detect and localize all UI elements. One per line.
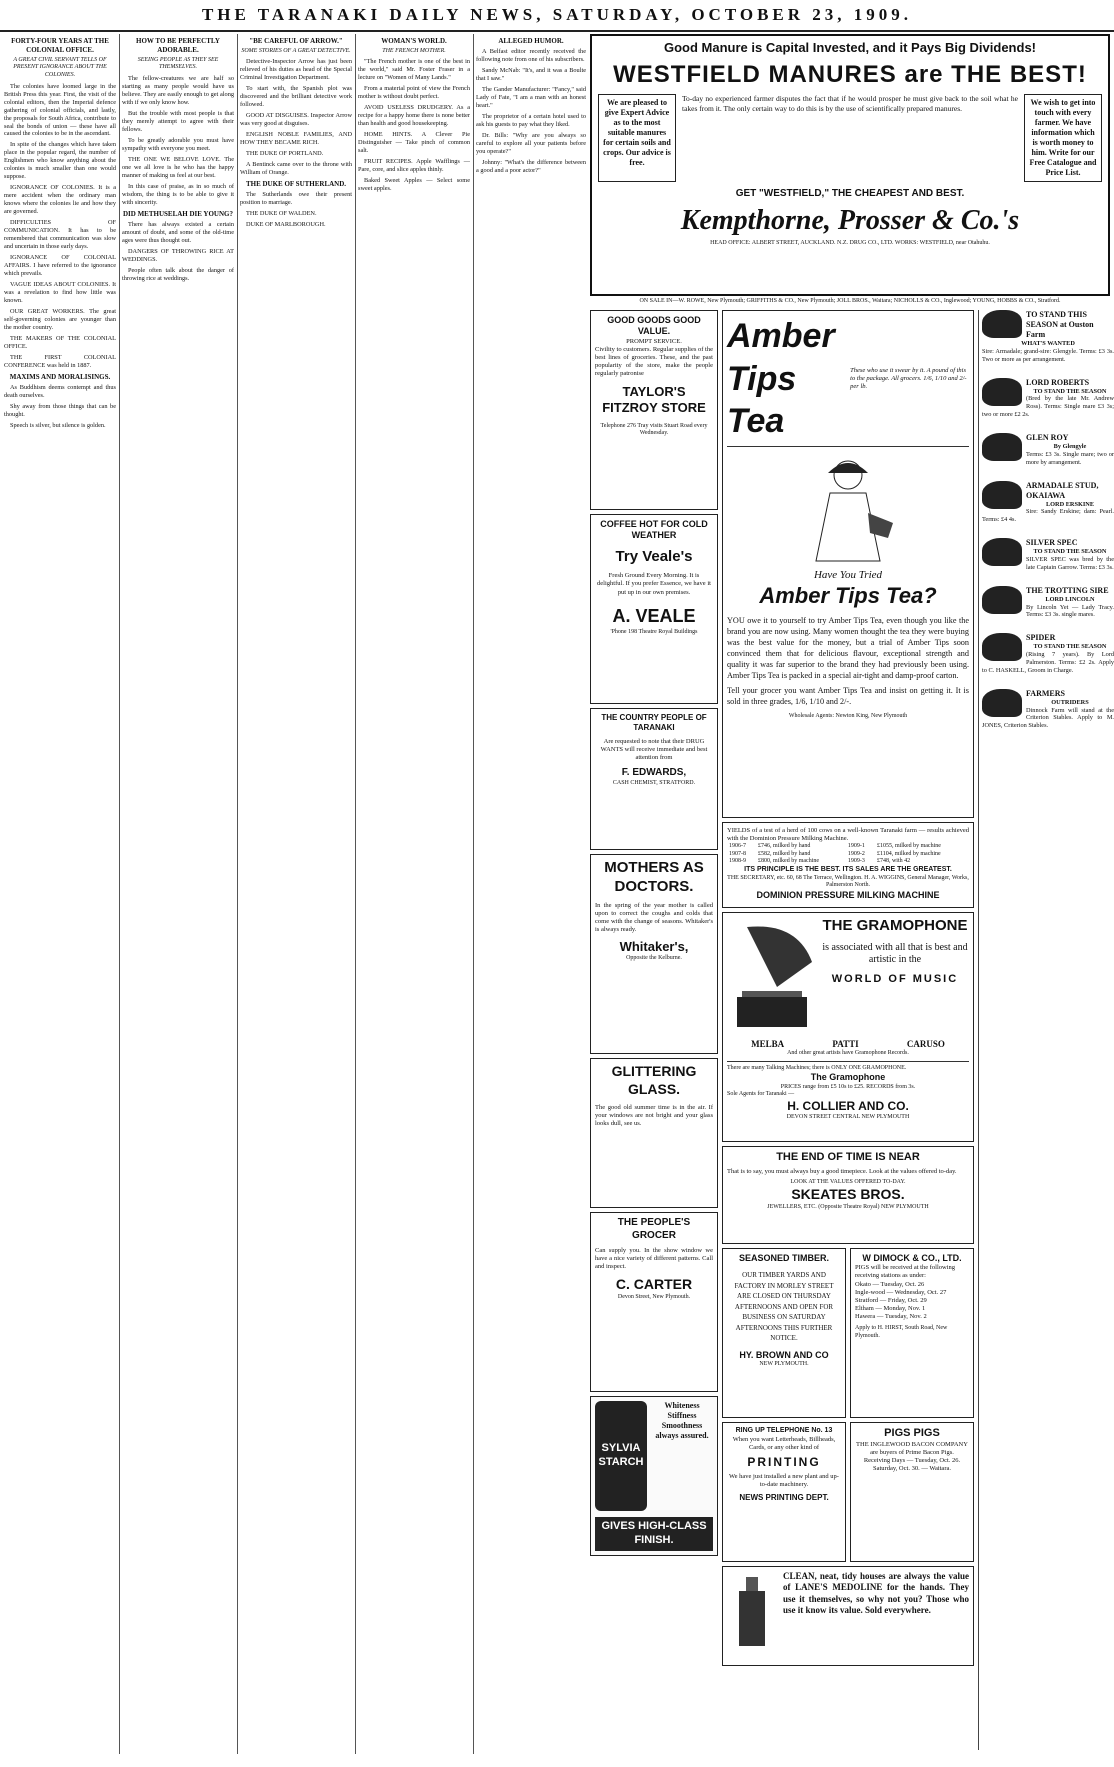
article-paragraph: A Belfast editor recently received the following note from one of his subscribers. <box>476 47 586 63</box>
goods-line-1: PROMPT SERVICE. <box>626 337 682 345</box>
column-3 <box>240 34 352 1764</box>
horse-icon <box>982 378 1022 406</box>
mothers-text: In the spring of the year mother is called upon to correct the coughs and colds that come with the change of seasons. Whitaker's is always ready. <box>595 901 713 933</box>
article-paragraph: From a material point of view the French mother is without doubt perfect. <box>358 85 470 101</box>
stud-notice <box>982 538 1114 572</box>
endtime-addr: JEWELLERS, ETC. (Opposite Theatre Royal) NEW PLYMOUTH <box>767 1203 929 1210</box>
stud-name: TO STAND THIS SEASON at Ouston Farm <box>1026 310 1094 339</box>
goods-store: TAYLOR'S FITZROY STORE <box>602 384 706 416</box>
table-cell: £1104, milked by machine <box>876 850 941 857</box>
dominion-principle: ITS PRINCIPLE IS THE BEST. ITS SALES ARE THE GREATEST. <box>744 865 952 873</box>
article-paragraph: To start with, the Spanish plot was discovered and the brilliant detective work followed. <box>240 85 352 109</box>
gramophone-title: THE GRAMOPHONE <box>822 917 968 934</box>
amber-note: These who use it swear by it. A pound of this to the package. All grocers. 1/6, 1/10 and 2/- per lb. <box>850 366 967 390</box>
table-row <box>727 858 969 866</box>
article-paragraph: The fellow-creatures we are half so starting as many people would have us believe. They are easily enough to get along with if we only know how. <box>122 74 234 106</box>
gramophone-illustration <box>727 917 817 1037</box>
article-paragraph: There has always existed a certain amount of doubt, and some of the old-time ages were thus thought out. <box>122 220 234 244</box>
gramophone-ad <box>722 912 974 1142</box>
stud-notice <box>982 378 1114 419</box>
stud-title: OUTRIDERS <box>1051 698 1089 706</box>
printing-line-1: When you want Letterheads, Billheads, Cards, or any other kind of <box>732 1435 836 1451</box>
column-4-headings <box>358 37 470 55</box>
singer-name: MELBA <box>751 1039 785 1049</box>
stud-text: Sire: Armadale; grand-sire: Glengyle. Terms: £3 3s. Two or more as per arrangement. <box>982 347 1114 363</box>
drug-title: THE COUNTRY PEOPLE OF TARANAKI <box>601 713 707 732</box>
drug-ad <box>590 708 718 850</box>
divider <box>727 446 969 447</box>
printing-title: RING UP TELEPHONE No. 13 <box>735 1427 833 1434</box>
table-cell: 1907-8 <box>729 850 746 857</box>
woman-pouring-tea-illustration <box>788 453 908 563</box>
gramophone-brand: The Gramophone <box>810 1072 886 1083</box>
sylvia-tag1: Whiteness Stiffness Smoothness always assured. <box>655 1401 709 1440</box>
stud-notice <box>982 633 1114 674</box>
stud-title: By Glengyle <box>1053 443 1087 451</box>
article-paragraph: The Sutherlands owe their present position to marriage. <box>240 191 352 207</box>
horse-icon <box>982 538 1022 566</box>
article-paragraph: DANGERS OF THROWING RICE AT WEDDINGS. <box>122 247 234 263</box>
gramophone-agents: Sole Agents for Taranaki — <box>727 1091 795 1097</box>
article-paragraph: AVOID USELESS DRUDGERY. As a recipe for a happy home there is none better than health and good housekeeping. <box>358 104 470 128</box>
horse-icon <box>982 633 1022 661</box>
pigs-title: PIGS PIGS <box>884 1427 940 1439</box>
westfield-get: GET "WESTFIELD," THE CHEAPEST AND BEST. <box>735 188 965 200</box>
column-rule <box>119 34 120 1754</box>
dominion-ad <box>722 822 974 908</box>
sylvia-tag2: GIVES HIGH-CLASS FINISH. <box>595 1517 713 1551</box>
glass-text: The good old summer time is in the air. If your windows are not bright and your glass looks dull, see us. <box>595 1104 713 1128</box>
column-1-tail-heading: MAXIMS AND MORALISINGS. <box>9 373 111 382</box>
article-paragraph: THE ONE WE BELOVE LOVE. The one we all love is he who has the happy manner of making us feel at our best. <box>122 155 234 179</box>
column-rule <box>355 34 356 1754</box>
westfield-footer: HEAD OFFICE: ALBERT STREET, AUCKLAND. N.Z. DRUG CO., LTD. WORKS: WESTFIELD, near Otahuhu. <box>710 239 990 246</box>
stud-notice <box>982 586 1114 620</box>
article-heading: SEEING PEOPLE AS THEY SEE THEMSELVES. <box>137 56 219 71</box>
stud-title: TO STAND THE SEASON <box>1033 643 1107 651</box>
article-paragraph: Johnny: "What's the difference between a good and a poor actor?" <box>476 158 586 174</box>
goods-line-2: Civility to customers. Regular supplies of the best lines of groceries. These, and the past popularity of the store, make the people regularly patronise <box>595 345 713 377</box>
divider <box>727 1061 969 1062</box>
amber-end: Tell your grocer you want Amber Tips Tea and insist on getting it. It is sold in three grades, 1/6, 1/10 and 2/-. <box>727 686 969 707</box>
column-3-headings <box>240 37 352 55</box>
agents-line: ON SALE IN—W. ROWE, New Plymouth; GRIFFITHS & CO., New Plymouth; JOLL BROS., Waitara; NICHOLLS & CO., Inglewood; YOUNG, HOBBS & CO., Stratford. <box>639 298 1061 304</box>
stud-title: LORD LINCOLN <box>1045 595 1095 603</box>
amber-wholesale: Wholesale Agents: Newton King, New Plymouth <box>788 713 908 720</box>
column-5-paras <box>476 48 586 175</box>
westfield-manures-ad <box>590 34 1110 296</box>
dimock-ad <box>850 1248 974 1418</box>
goods-title: GOOD GOODS GOOD VALUE. <box>607 315 701 337</box>
article-paragraph: HOME HINTS. A Clever Pie Distinguisher — Take pinch of common salt. <box>358 131 470 155</box>
gramophone-small: There are many Talking Machines; there is ONLY ONE GRAMOPHONE. <box>727 1064 907 1071</box>
grocer-name: C. CARTER <box>615 1276 693 1293</box>
article-paragraph: Baked Sweet Apples — Select some sweet apples. <box>358 177 470 193</box>
grocer-addr: Devon Street, New Plymouth. <box>617 1293 691 1300</box>
pigs-line-3: Saturday, Oct. 30. — Waitara. <box>873 1465 951 1473</box>
pigs-line-1: THE INGLEWOOD BACON COMPANY are buyers of Prime Bacon Pigs. <box>856 1440 968 1456</box>
goods-phone: Telephone 276 Tray visits Stuart Road every Wednesday. <box>600 422 708 437</box>
stud-name: SILVER SPEC <box>1026 538 1078 548</box>
endtime-text: That is to say, you must always buy a good timepiece. Look at the values offered to-day. <box>727 1167 957 1175</box>
mothers-title: MOTHERS AS DOCTORS. <box>604 859 704 895</box>
timber-title: SEASONED TIMBER. <box>738 1253 829 1263</box>
article-paragraph: FRUIT RECIPES. Apple Wafflings — Pare, core, and slice apples thinly. <box>358 158 470 174</box>
horse-icon <box>982 689 1022 717</box>
endtime-name: SKEATES BROS. <box>791 1186 905 1203</box>
westfield-company: Kempthorne, Prosser & Co.'s <box>680 204 1020 236</box>
dominion-table <box>727 843 969 866</box>
horse-icon <box>982 310 1022 338</box>
endtime-title: THE END OF TIME IS NEAR <box>776 1151 920 1163</box>
westfield-contact-box: We wish to get into touch with every farmer. We have information which is worth money to him. Write for our Free Catalogue and Price List. <box>1024 94 1102 182</box>
amber-question-2: Amber Tips Tea? <box>759 583 937 609</box>
horse-icon <box>982 586 1022 614</box>
column-5-headings <box>476 37 586 46</box>
masthead: THE TARANAKI DAILY NEWS, SATURDAY, OCTOBER 23, 1909. <box>0 0 1114 32</box>
stud-notice <box>982 481 1114 525</box>
dimock-lines <box>855 1264 969 1321</box>
sylvia-starch-ad <box>590 1396 718 1556</box>
stud-text: SILVER SPEC was bred by the late Captain Garrow. Terms: £3 3s. <box>1026 556 1114 571</box>
grocer-ad <box>590 1212 718 1392</box>
article-paragraph: THE MAKERS OF THE COLONIAL OFFICE. <box>4 335 116 351</box>
article-paragraph: DUKE OF MARLBOROUGH. <box>246 221 326 229</box>
article-heading: A GREAT CIVIL SERVANT TELLS OF PRESENT IGNORANCE ABOUT THE COLONIES. <box>13 56 107 78</box>
column-2-tail-heading: DID METHUSELAH DIE YOUNG? <box>122 209 233 218</box>
endtime-offer: LOOK AT THE VALUES OFFERED TO-DAY. <box>790 1178 906 1185</box>
dimock-line: Ingle-wood — Wednesday, Oct. 27 <box>855 1288 947 1296</box>
dimock-title: W DIMOCK & CO., LTD. <box>862 1253 962 1263</box>
article-paragraph: Detective-Inspector Arrow has just been relieved of his duties as head of the Special Criminal Investigation Department. <box>240 58 352 82</box>
gramophone-prices: PRICES range from £5 10s to £25. RECORDS from 3s. <box>780 1083 916 1090</box>
article-paragraph: The proprietor of a certain hotel used to ask his guests to pay what they liked. <box>476 112 586 128</box>
article-paragraph: GOOD AT DISGUISES. Inspector Arrow was very good at disguises. <box>240 112 352 128</box>
goods-ad <box>590 310 718 510</box>
singer-name: PATTI <box>832 1039 859 1049</box>
column-1-paras <box>4 83 116 370</box>
column-2-headings <box>122 37 234 72</box>
table-cell: 1909-1 <box>847 843 865 850</box>
stud-name: SPIDER <box>1026 633 1056 643</box>
article-heading: HOW TO BE PERFECTLY ADORABLE. <box>136 37 220 54</box>
article-paragraph: IGNORANCE OF COLONIES. It is a mere accident when the ordinary man knows where the colonies lie and how they are governed. <box>4 184 116 216</box>
article-paragraph: In this case of praise, as in so much of wisdom, the thing is to be able to give it with sincerity. <box>122 182 234 206</box>
table-cell: £748, with 42 <box>876 858 911 865</box>
column-5 <box>476 34 586 1764</box>
drug-sub: CASH CHEMIST, STRATFORD. <box>612 779 696 786</box>
pigs-line-2: Receiving Days — Tuesday, Oct. 26. <box>863 1457 961 1464</box>
article-paragraph: A Bentinck came over to the throne with William of Orange. <box>240 161 352 177</box>
stud-name: LORD ROBERTS <box>1026 377 1090 387</box>
table-cell: £746, milked by hand <box>758 843 811 850</box>
article-heading: SOME STORIES OF A GREAT DETECTIVE. <box>241 47 351 54</box>
column-1-tail <box>4 384 116 430</box>
table-cell: 1908-9 <box>729 858 746 865</box>
stud-column <box>978 310 1114 1750</box>
sylvia-brand: SYLVIA STARCH <box>595 1401 647 1511</box>
veale-top: COFFEE HOT FOR COLD WEATHER <box>600 519 708 541</box>
dimock-line: Stratford — Friday, Oct. 29 <box>855 1296 927 1304</box>
table-cell: 1909-2 <box>847 850 865 857</box>
mothers-ad <box>590 854 718 1054</box>
dominion-para: YIELDS of a test of a herd of 100 cows on a well-known Taranaki farm — results achieved with the Dominion Pressure Milking Machine. <box>727 827 969 843</box>
column-rule <box>473 34 474 1754</box>
column-2 <box>122 34 234 1764</box>
dominion-title: DOMINION PRESSURE MILKING MACHINE <box>756 889 940 900</box>
column-2-tail <box>122 221 234 283</box>
table-row <box>727 843 969 851</box>
mothers-addr: Opposite the Kelburne. <box>626 955 682 962</box>
article-paragraph: Dr. Bills: "Why are you always so careful to explore all your patients before you operate?" <box>476 131 586 155</box>
stud-title: TO STAND THE SEASON <box>1033 548 1107 556</box>
table-row <box>727 851 969 859</box>
stud-text: Terms: £3 3s. Single mare; two or more by arrangement. <box>1026 450 1114 466</box>
table-cell: £800, milked by machine <box>758 858 820 865</box>
gramophone-singers <box>727 1039 969 1050</box>
article-paragraph: THE DUKE OF WALDEN. <box>246 210 317 218</box>
horse-icon <box>982 433 1022 461</box>
column-1-headings <box>4 37 116 80</box>
glass-ad <box>590 1058 718 1208</box>
stud-notice <box>982 433 1114 467</box>
table-cell: 1909-3 <box>847 858 865 865</box>
table-cell: £1055, milked by machine <box>876 843 941 850</box>
medoline-bottle-icon <box>727 1571 777 1651</box>
article-paragraph: "The French mother is one of the best in the world," said Mr. Foster Fraser in a lecture on "Women of Many Lands." <box>358 58 470 82</box>
amber-body: YOU owe it to yourself to try Amber Tips Tea, even though you like the brand you are now using. Many women thought the tea they were buying was the best value for the money, but a trial of Amber Tips soon convinced them that for delicious flavour, exceptional strength and quality it was far superior to the brand they had previously been using. Amber Tips Tea is packed in a special air-tight and damp-proof carton. <box>727 615 969 681</box>
veale-addr: 'Phone 198 Theatre Royal Buildings <box>610 629 698 636</box>
lane-text: CLEAN, neat, tidy houses are always the value of LANE'S MEDOLINE for the hands. They use it themselves, so why not you? Those who use it know its value. Sold everywhere. <box>783 1571 969 1615</box>
article-paragraph: To be greatly adorable you must have sympathy with everyone you meet. <box>122 136 234 152</box>
westfield-headline: Good Manure is Capital Invested, and it Pays Big Dividends! <box>663 40 1037 55</box>
amber-title: Amber Tips Tea <box>727 317 835 440</box>
veale-title: Try Veale's <box>615 547 693 565</box>
article-paragraph: DIFFICULTIES OF COMMUNICATION. It has to be remembered that communication was slow and uncertain in those early days. <box>4 219 116 251</box>
gramophone-firm: H. COLLIER AND CO. <box>787 1098 909 1113</box>
stud-name: FARMERS <box>1026 688 1065 698</box>
article-heading: FORTY-FOUR YEARS AT THE COLONIAL OFFICE. <box>11 37 109 54</box>
article-heading: "BE CAREFUL OF ARROW." <box>249 37 343 45</box>
column-3-paras <box>240 58 352 177</box>
westfield-advice-box: We are pleased to give Expert Advice as to the most suitable manures for certain soils and crops. Our advice is free. <box>598 94 676 182</box>
article-paragraph: The colonies have loomed large in the British Press this year. First, the visit of the colonial editors, then the Imperial defence gathering of colonial officials, and lastly, the proposals for South Africa, contribute to seal the bonds of union — these have all caused the colonies to be in the ascendant. <box>4 82 116 138</box>
drug-name: F. EDWARDS, <box>621 767 687 779</box>
pigs-ad <box>850 1422 974 1562</box>
article-paragraph: OUR GREAT WORKERS. The great self-governing colonies are younger than the mother country. <box>4 308 116 332</box>
amber-tips-ad <box>722 310 974 818</box>
table-cell: 1906-7 <box>729 843 746 850</box>
article-paragraph: In spite of the changes which have taken place in the popular regard, the number of Englishmen who know anything about the colonies is much smaller than one would suppose. <box>4 141 116 181</box>
article-paragraph: Speech is silver, but silence is golden. <box>10 421 106 429</box>
singer-name: CARUSO <box>906 1039 945 1049</box>
article-paragraph: THE DUKE OF PORTLAND. <box>246 150 324 158</box>
table-cell: £582, milked by hand <box>758 850 811 857</box>
column-rule <box>237 34 238 1754</box>
article-paragraph: ENGLISH NOBLE FAMILIES, AND HOW THEY BECAME RICH. <box>240 131 352 147</box>
horse-icon <box>982 481 1022 509</box>
veale-text: Fresh Ground Every Morning. It is delightful. If you prefer Essence, we have it put up in our own premises. <box>597 572 711 596</box>
printing-line-3: We have just installed a new plant and up-to-date machinery. <box>729 1473 839 1489</box>
article-paragraph: The Gander Manufacturer: "Fancy," said Lady of Fate, "I am a man with an honest heart." <box>476 85 586 109</box>
article-paragraph: Shy away from those things that can be thought. <box>4 402 116 418</box>
stud-name: GLEN ROY <box>1026 433 1069 443</box>
dimock-line: Eltham — Monday, Nov. 1 <box>855 1304 926 1312</box>
westfield-body: To-day no experienced farmer disputes the fact that if he would prosper he must give back to the soil what he takes from it. The only certain way to do this is by the use of scientifically prepared manures. <box>682 94 1018 113</box>
end-of-time-ad <box>722 1146 974 1244</box>
column-1 <box>4 34 116 1764</box>
article-heading: ALLEGED HUMOR. <box>498 37 564 45</box>
column-4 <box>358 34 470 1764</box>
drug-text: Are requested to note that their DRUG WANTS will receive immediate and best attention from <box>600 738 708 762</box>
column-2-paras <box>122 75 234 207</box>
timber-name: HY. BROWN AND CO <box>739 1349 829 1360</box>
mothers-name: Whitaker's, <box>619 939 689 954</box>
stud-text: Sire: Sandy Erskine; dam: Pearl. Terms: £4 4s. <box>982 508 1114 524</box>
grocer-text: Can supply you. In the show window we have a nice variety of different patterns. Call and inspect. <box>595 1247 713 1271</box>
westfield-title: WESTFIELD MANURES are THE BEST! <box>613 61 1087 89</box>
dimock-line: PIGS will be received at the following receiving stations as under: <box>855 1264 956 1280</box>
printing-line-4: NEWS PRINTING DEPT. <box>739 1493 829 1503</box>
column-3-tail <box>240 191 352 229</box>
article-paragraph: People often talk about the danger of throwing rice at weddings. <box>122 266 234 282</box>
veale-name: A. VEALE <box>612 605 696 626</box>
stud-title: LORD ERSKINE <box>1045 500 1095 508</box>
gramophone-text: is associated with all that is best and artistic in the <box>822 941 968 966</box>
article-paragraph: IGNORANCE OF COLONIAL AFFAIRS. I have referred to the ignorance which prevails. <box>4 254 116 278</box>
dimock-agent: Apply to H. HIRST, South Road, New Plymouth. <box>855 1325 948 1339</box>
article-paragraph: Sandy McNab: "It's, and it was a Boulte that I saw." <box>476 66 586 82</box>
stud-notice <box>982 689 1114 730</box>
article-paragraph: VAGUE IDEAS ABOUT COLONIES. It was a revelation to find how little was known. <box>4 281 116 305</box>
printing-ad <box>722 1422 846 1562</box>
dominion-sec: THE SECRETARY, etc. 60, 68 The Terrace, Wellington. H. A. WIGGINS, General Manager, Works, Palmerston North. <box>727 874 969 888</box>
article-paragraph: As Buddhism deems contempt and thus death ourselves. <box>4 383 116 399</box>
stud-text: Dinnock Farm will stand at the Criterion Stables. Apply to M. JONES, Criterion Stables. <box>982 706 1114 730</box>
grocer-title: THE PEOPLE'S GROCER <box>617 1217 691 1241</box>
stud-text: (Bred by the late Mr. Andrew Ross). Terms: Single mare £3 3s; two or more £2 2s. <box>982 395 1114 419</box>
article-heading: THE FRENCH MOTHER. <box>382 47 446 54</box>
column-3-tail-heading: THE DUKE OF SUTHERLAND. <box>245 180 347 189</box>
amber-question: Have You Tried <box>813 568 883 581</box>
veale-ad <box>590 514 718 704</box>
stud-name: ARMADALE STUD, OKAIAWA <box>1026 480 1099 500</box>
lane-medoline-ad <box>722 1566 974 1666</box>
stud-text: By Lincoln Yet — Lady Tracy. Terms: £3 3s. single mares. <box>1026 603 1114 619</box>
printing-line-2: PRINTING <box>747 1455 821 1469</box>
stud-title: TO STAND THE SEASON <box>1033 387 1107 395</box>
gramophone-world: WORLD OF MUSIC <box>831 972 959 985</box>
stud-title: WHAT'S WANTED <box>1021 340 1075 347</box>
timber-ad <box>722 1248 846 1418</box>
gramophone-sub: And other great artists have Gramophone Records. <box>787 1050 909 1057</box>
glass-title: GLITTERING GLASS. <box>611 1063 697 1097</box>
article-heading: WOMAN'S WORLD. <box>381 37 447 45</box>
gramophone-addr: DEVON STREET CENTRAL NEW PLYMOUTH <box>786 1113 910 1120</box>
timber-text: OUR TIMBER YARDS AND FACTORY IN MORLEY STREET ARE CLOSED ON THURSDAY AFTERNOONS AND OPEN FOR BUSINESS ON SATURDAY AFTERNOONS THIS FURTHER NOTICE. <box>734 1271 834 1343</box>
stud-text: (Rising 7 years). By Lord Palmerston. Terms: £2 2s. Apply to C. HASKELL, Groom in Charge. <box>982 651 1114 674</box>
timber-addr: NEW PLYMOUTH. <box>759 1361 809 1367</box>
stud-notice <box>982 310 1114 364</box>
article-paragraph: But the trouble with most people is that they merely attempt to agree with their fellows. <box>122 109 234 133</box>
column-4-paras <box>358 58 470 193</box>
article-paragraph: THE FIRST COLONIAL CONFERENCE was held in 1887. <box>4 354 116 370</box>
dimock-line: Okato — Tuesday, Oct. 26 <box>855 1280 925 1288</box>
dimock-line: Hawera — Tuesday, Nov. 2 <box>855 1313 927 1320</box>
stud-name: THE TROTTING SIRE <box>1026 585 1109 595</box>
